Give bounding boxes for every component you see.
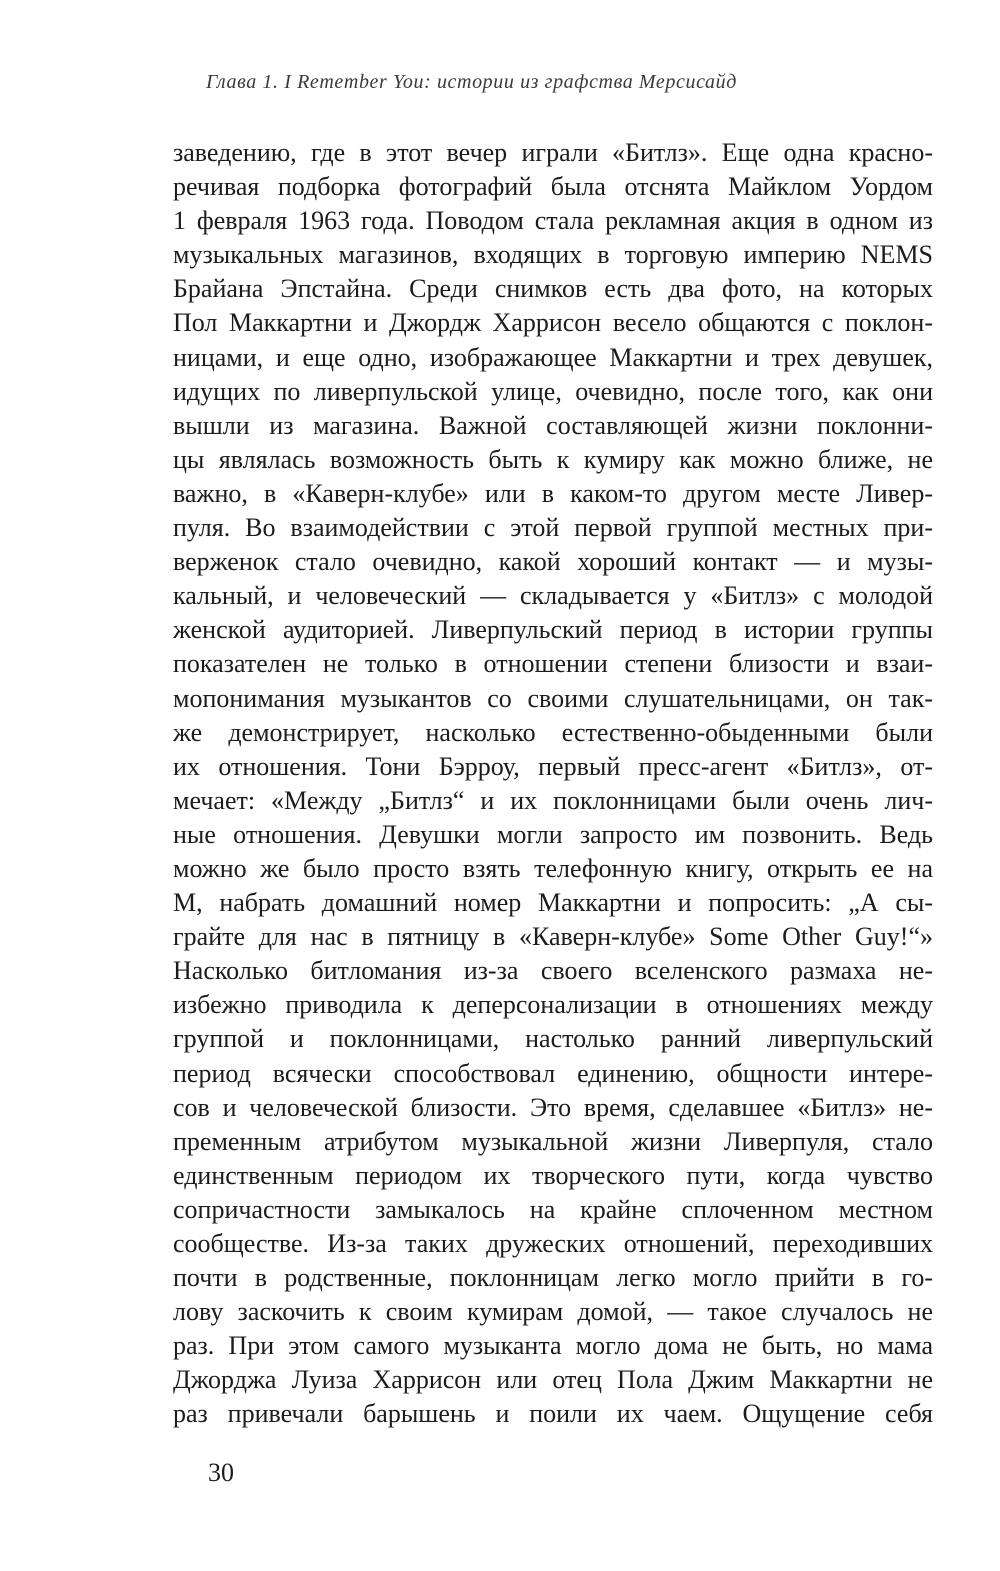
text-line: лову заскочить к своим кумирам домой, — такое случалось не (173, 1297, 933, 1327)
text-line: их отношения. Тони Бэрроу, первый пресс-агент «Битлз», от- (173, 751, 933, 781)
text-line: почти в родственные, поклонницам легко могло прийти в го- (173, 1263, 933, 1293)
text-line: показателен не только в отношении степени близости и взаи- (173, 649, 933, 679)
text-line: кальный, и человеческий — складывается у «Битлз» с молодой (173, 581, 933, 611)
text-line: женской аудиторией. Ливерпульский период в истории группы (173, 615, 933, 645)
text-line: 1 февраля 1963 года. Поводом стала рекламная акция в одном из (173, 206, 933, 236)
text-line: Джорджа Луиза Харрисон или отец Пола Джим Маккартни не (173, 1365, 933, 1395)
text-line: ницами, и еще одно, изображающее Маккартни и трех девушек, (173, 342, 933, 372)
text-line: Насколько битломания из-за своего вселенского размаха не- (173, 956, 933, 986)
text-line: избежно приводила к деперсонализации в отношениях между (173, 990, 933, 1020)
text-line: заведению, где в этот вечер играли «Битлз». Еще одна красно- (173, 138, 933, 167)
text-line: раз привечали барышень и поили их чаем. Ощущение себя (173, 1399, 933, 1429)
text-line: ные отношения. Девушки могли запросто им позвонить. Ведь (173, 819, 933, 849)
text-line: идущих по ливерпульской улице, очевидно, после того, как они (173, 376, 933, 406)
text-line: единственным периодом их творческого пути, когда чувство (173, 1160, 933, 1190)
text-line: Брайана Эпстайна. Среди снимков есть два фото, на которых (173, 274, 933, 304)
page-number: 30 (208, 1458, 234, 1487)
text-line: М, набрать домашний номер Маккартни и попросить: „А сы- (173, 888, 933, 918)
text-line: сов и человеческой близости. Это время, сделавшее «Битлз» не- (173, 1092, 933, 1122)
text-line: же демонстрирует, насколько естественно-обыденными были (173, 717, 933, 747)
text-line: пуля. Во взаимодействии с этой первой группой местных при- (173, 513, 933, 543)
text-line: период всячески способствовал единению, общности интере- (173, 1058, 933, 1088)
text-line: важно, в «Каверн-клубе» или в каком-то другом месте Ливер- (173, 478, 933, 508)
text-line: Пол Маккартни и Джордж Харрисон весело общаются с поклон- (173, 308, 933, 338)
running-header: Глава 1. I Remember You: истории из графства Мерсисайд (206, 71, 737, 93)
text-line: можно же было просто взять телефонную книгу, открыть ее на (173, 853, 933, 883)
text-line: мечает: «Между „Битлз“ и их поклонницами были очень лич- (173, 785, 933, 815)
body-text (173, 136, 933, 1432)
text-line: речивая подборка фотографий была отснята Майклом Уордом (173, 172, 933, 202)
text-line: цы являлась возможность быть к кумиру как можно ближе, не (173, 444, 933, 474)
text-line: раз. При этом самого музыканта могло дома не быть, но мама (173, 1331, 933, 1361)
text-line: группой и поклонницами, настолько ранний ливерпульский (173, 1024, 933, 1054)
text-line: грайте для нас в пятницу в «Каверн-клубе» Some Other Guy!“» (173, 922, 933, 952)
text-line: верженок стало очевидно, какой хороший контакт — и музы- (173, 547, 933, 577)
text-line: сообществе. Из-за таких дружеских отношений, переходивших (173, 1229, 933, 1258)
text-line: музыкальных магазинов, входящих в торговую империю NEMS (173, 240, 933, 270)
text-line: сопричастности замыкалось на крайне сплоченном местном (173, 1194, 933, 1224)
text-line: мопонимания музыкантов со своими слушательницами, он так- (173, 683, 933, 713)
text-line: вышли из магазина. Важной составляющей жизни поклонни- (173, 410, 933, 440)
text-line: пременным атрибутом музыкальной жизни Ливерпуля, стало (173, 1126, 933, 1156)
